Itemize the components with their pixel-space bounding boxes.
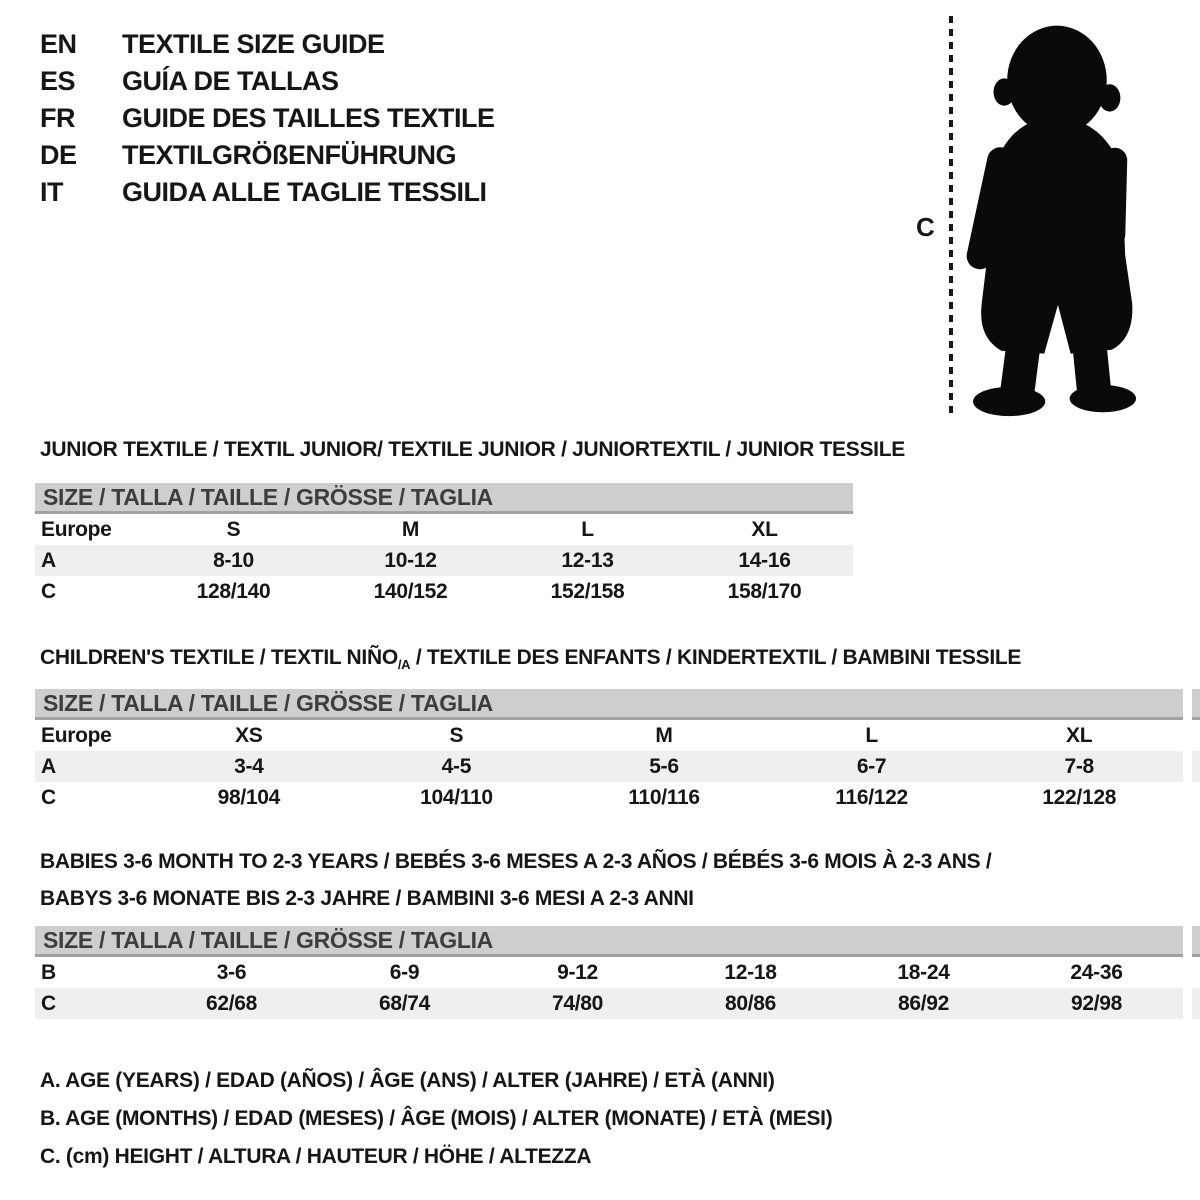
language-code: ES <box>40 66 76 96</box>
age-value: 5-6 <box>649 754 679 778</box>
height-value: 158/170 <box>727 579 802 603</box>
height-value: 98/104 <box>217 785 281 809</box>
region-label: Europe <box>41 723 112 747</box>
row-label: B <box>41 960 56 984</box>
row-label: A <box>41 754 56 778</box>
height-value: 92/98 <box>1070 991 1123 1015</box>
children-section-title <box>40 644 1021 678</box>
region-label: Europe <box>41 517 112 541</box>
babies-table-size-header: SIZE / TALLA / TAILLE / GRÖSSE / TAGLIA <box>35 926 1183 957</box>
age-value: 12-13 <box>561 548 614 572</box>
size-column: M <box>401 517 420 541</box>
height-value: 122/128 <box>1042 785 1117 809</box>
language-row-en <box>40 26 495 63</box>
junior-size-table <box>35 483 853 607</box>
size-column: XS <box>235 723 263 747</box>
height-value: 128/140 <box>196 579 271 603</box>
babies-height-row <box>35 988 1183 1019</box>
babies-size-table <box>35 926 1183 1019</box>
row-label: C <box>41 991 56 1015</box>
height-value: 68/74 <box>378 991 431 1015</box>
children-title-subscript: /A <box>397 657 411 673</box>
months-value: 9-12 <box>557 960 598 984</box>
language-code: EN <box>40 29 77 59</box>
size-column: L <box>865 723 878 747</box>
size-column: S <box>449 723 464 747</box>
babies-title-line2: BABYS 3-6 MONATE BIS 2-3 JAHRE / BAMBINI 3-6 MESI A 2-3 ANNI <box>40 887 694 910</box>
months-value: 6-9 <box>389 960 420 984</box>
height-value: 86/92 <box>897 991 950 1015</box>
babies-table-edge-sliver <box>1192 926 1200 1019</box>
height-value: 110/116 <box>628 785 700 809</box>
size-column: XL <box>751 517 778 541</box>
height-dimension-label: C <box>916 212 935 242</box>
junior-columns-row <box>35 514 853 545</box>
guide-title: TEXTILGRÖßENFÜHRUNG <box>122 140 456 170</box>
language-code: DE <box>40 140 77 170</box>
age-value: 6-7 <box>856 754 887 778</box>
children-size-table <box>35 689 1183 813</box>
children-title-rest: / TEXTILE DES ENFANTS / KINDERTEXTIL / BAMBINI TESSILE <box>410 646 1022 669</box>
language-code: FR <box>40 103 75 133</box>
months-value: 24-36 <box>1070 960 1123 984</box>
legend-height-cm: C. (cm) HEIGHT / ALTURA / HAUTEUR / HÖHE / ALTEZZA <box>40 1145 592 1168</box>
age-value: 3-4 <box>234 754 264 778</box>
language-code: IT <box>40 177 63 207</box>
months-value: 3-6 <box>216 960 247 984</box>
height-value: 152/158 <box>550 579 625 603</box>
height-measure-line <box>949 16 953 414</box>
height-value: 62/68 <box>205 991 258 1015</box>
months-value: 12-18 <box>724 960 777 984</box>
junior-section-title: JUNIOR TEXTILE / TEXTIL JUNIOR/ TEXTILE JUNIOR / JUNIORTEXTIL / JUNIOR TESSILE <box>40 438 905 461</box>
children-table-edge-sliver <box>1192 689 1200 813</box>
height-value: 140/152 <box>373 579 448 603</box>
babies-section-title <box>40 843 991 917</box>
guide-title: TEXTILE SIZE GUIDE <box>122 29 385 59</box>
age-value: 14-16 <box>738 548 791 572</box>
children-columns-row <box>35 720 1183 751</box>
language-row-it <box>40 174 495 211</box>
junior-table-size-header: SIZE / TALLA / TAILLE / GRÖSSE / TAGLIA <box>35 483 853 514</box>
size-column: S <box>226 517 241 541</box>
children-table-size-header: SIZE / TALLA / TAILLE / GRÖSSE / TAGLIA <box>35 689 1183 720</box>
row-label: C <box>41 785 56 809</box>
guide-title: GUÍA DE TALLAS <box>122 66 339 96</box>
legend-age-years: A. AGE (YEARS) / EDAD (AÑOS) / ÂGE (ANS) / ALTER (JAHRE) / ETÀ (ANNI) <box>40 1069 775 1092</box>
dimension-legend <box>40 1062 832 1176</box>
age-value: 4-5 <box>441 754 472 778</box>
age-value: 8-10 <box>213 548 254 572</box>
age-value: 10-12 <box>384 548 437 572</box>
children-age-row <box>35 751 1183 782</box>
babies-title-line1: BABIES 3-6 MONTH TO 2-3 YEARS / BEBÉS 3-6 MESES A 2-3 AÑOS / BÉBÉS 3-6 MOIS À 2-3 ANS / <box>40 850 992 873</box>
row-label: A <box>41 548 56 572</box>
age-value: 7-8 <box>1064 754 1094 778</box>
language-title-list <box>40 26 495 211</box>
junior-height-row <box>35 576 853 607</box>
height-value: 74/80 <box>551 991 604 1015</box>
children-height-row <box>35 782 1183 813</box>
row-label: C <box>41 579 56 603</box>
children-title-main: CHILDREN'S TEXTILE / TEXTIL NIÑO <box>40 646 398 669</box>
size-column: L <box>581 517 594 541</box>
legend-age-months: B. AGE (MONTHS) / EDAD (MESES) / ÂGE (MOIS) / ALTER (MONATE) / ETÀ (MESI) <box>40 1107 833 1130</box>
language-row-de <box>40 137 495 174</box>
toddler-silhouette-icon <box>955 12 1155 422</box>
months-value: 18-24 <box>897 960 950 984</box>
babies-months-row <box>35 957 1183 988</box>
language-row-es <box>40 63 495 100</box>
height-value: 104/110 <box>420 785 493 809</box>
size-column: M <box>655 723 673 747</box>
guide-title: GUIDA ALLE TAGLIE TESSILI <box>122 177 487 207</box>
junior-age-row <box>35 545 853 576</box>
guide-title: GUIDE DES TAILLES TEXTILE <box>122 103 495 133</box>
height-value: 80/86 <box>724 991 777 1015</box>
language-row-fr <box>40 100 495 137</box>
height-value: 116/122 <box>835 785 908 809</box>
size-column: XL <box>1066 723 1093 747</box>
